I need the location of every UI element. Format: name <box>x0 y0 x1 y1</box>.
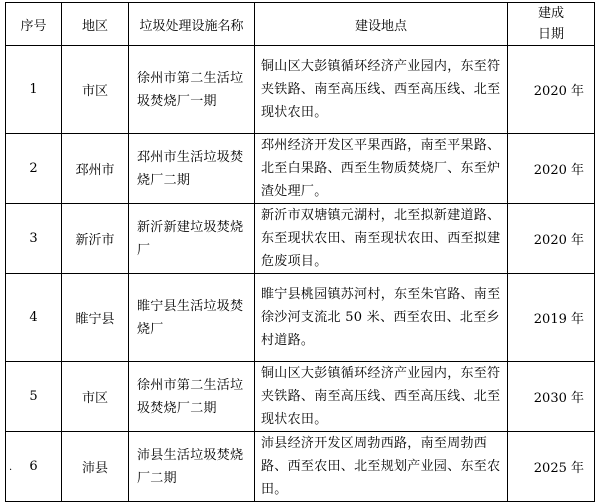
cell-index: 2 <box>6 134 62 204</box>
cell-location: 新沂市双塘镇元湖村，北至拟新建道路、东至现状农田、南至现状农田、西至拟建危废项目。 <box>255 204 508 274</box>
header-year-line1: 建成 <box>537 6 564 21</box>
table-row <box>6 204 595 274</box>
header-completion-date <box>508 3 595 46</box>
cell-year: 2020 年 <box>508 46 595 134</box>
table-row <box>6 134 595 204</box>
cell-region: 市区 <box>62 46 129 134</box>
cell-region: 睢宁县 <box>62 274 129 362</box>
cell-region: 邳州市 <box>62 134 129 204</box>
header-index: 序号 <box>6 3 62 46</box>
cell-year: 2025 年 <box>508 432 595 502</box>
table-row <box>6 362 595 432</box>
cell-region: 市区 <box>62 362 129 432</box>
cell-facility-name: 睢宁县生活垃圾焚烧厂 <box>129 274 255 362</box>
table-row <box>6 432 595 502</box>
cell-index: 5 <box>6 362 62 432</box>
cell-index: 6 <box>6 432 62 502</box>
cell-facility-name: 徐州市第二生活垃圾焚烧厂一期 <box>129 46 255 134</box>
cell-year: 2020 年 <box>508 204 595 274</box>
cell-location: 铜山区大彭镇循环经济产业园内，东至符夹铁路、南至高压线、西至高压线、北至现状农田。 <box>255 362 508 432</box>
cell-year: 2020 年 <box>508 134 595 204</box>
footnote-mark: . <box>9 462 13 473</box>
table-row <box>6 274 595 362</box>
header-facility-name: 垃圾处理设施名称 <box>129 3 255 46</box>
cell-region: 新沂市 <box>62 204 129 274</box>
cell-year: 2019 年 <box>508 274 595 362</box>
cell-facility-name: 沛县生活垃圾焚烧厂二期 <box>129 432 255 502</box>
cell-location: 沛县经济开发区周勃西路，南至周勃西路、西至农田、北至规划产业园、东至农田。 <box>255 432 508 502</box>
header-location: 建设地点 <box>255 3 508 46</box>
header-row <box>6 3 595 46</box>
cell-index: 3 <box>6 204 62 274</box>
cell-location: 铜山区大彭镇循环经济产业园内，东至符夹铁路、南至高压线、西至高压线、北至现状农田。 <box>255 46 508 134</box>
cell-index: 1 <box>6 46 62 134</box>
table-row <box>6 46 595 134</box>
cell-year: 2030 年 <box>508 362 595 432</box>
cell-facility-name: 徐州市第二生活垃圾焚烧厂二期 <box>129 362 255 432</box>
cell-facility-name: 新沂新建垃圾焚烧厂 <box>129 204 255 274</box>
cell-location: 睢宁县桃园镇苏河村，东至朱官路、南至徐沙河支流北 50 米、西至农田、北至乡村道路。 <box>255 274 508 362</box>
header-region: 地区 <box>62 3 129 46</box>
cell-location: 邳州经济开发区平果西路，南至平果路、北至白果路、西至生物质焚烧厂、东至炉渣处理厂。 <box>255 134 508 204</box>
cell-index: 4 <box>6 274 62 362</box>
cell-facility-name: 邳州市生活垃圾焚烧厂二期 <box>129 134 255 204</box>
facility-table <box>5 2 595 502</box>
header-year-line2: 日期 <box>537 27 564 42</box>
cell-region: 沛县 <box>62 432 129 502</box>
